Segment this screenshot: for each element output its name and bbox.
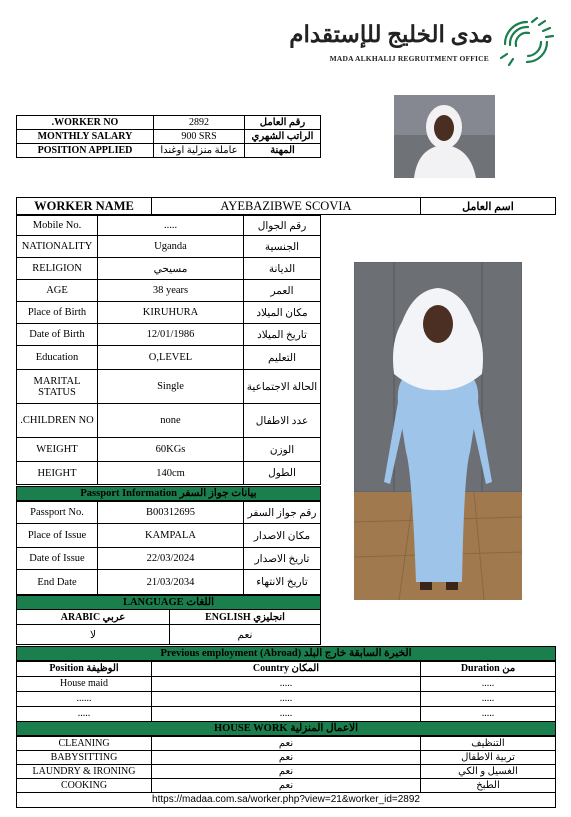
housework-label-ar: الغسيل و الكي xyxy=(421,765,556,779)
passport-value: 22/03/2024 xyxy=(98,548,244,570)
detail-value: KIRUHURA xyxy=(98,302,244,324)
table-row xyxy=(17,144,321,158)
detail-label-en: RELIGION xyxy=(17,258,98,280)
detail-label-en: AGE xyxy=(17,280,98,302)
language-arabic-value: لا xyxy=(17,625,170,645)
detail-label-en: Date of Birth xyxy=(17,324,98,346)
worker-profile-link[interactable]: https://madaa.com.sa/worker.php?view=21&worker_id=2892 xyxy=(152,794,420,805)
language-section-header: LANGUAGE اللغات xyxy=(16,595,321,610)
table-row xyxy=(17,502,321,524)
summary-label-ar: المهنة xyxy=(245,144,321,158)
passport-value: B00312695 xyxy=(98,502,244,524)
employment-col-duration: Duration من xyxy=(421,662,556,677)
passport-label-en: End Date xyxy=(17,570,98,595)
radiating-lines-globe-icon xyxy=(497,14,555,69)
worker-name-value: AYEBAZIBWE SCOVIA xyxy=(152,198,421,215)
worker-name-label-en: WORKER NAME xyxy=(17,198,152,215)
summary-label-en: POSITION APPLIED xyxy=(17,144,154,158)
detail-value: 60KGs xyxy=(98,438,244,462)
housework-label-ar: التنظيف xyxy=(421,737,556,751)
table-row xyxy=(17,346,321,370)
employment-section-header: Previous employment (Abroad) الخبرة السابقة خارج البلد xyxy=(16,646,556,661)
language-table xyxy=(16,609,321,645)
housework-table xyxy=(16,736,556,793)
table-row xyxy=(17,548,321,570)
portrait-illustration xyxy=(394,95,495,178)
table-row xyxy=(17,570,321,595)
detail-label-ar: التعليم xyxy=(244,346,321,370)
employment-table xyxy=(16,661,556,722)
passport-label-ar: تاريخ الانتهاء xyxy=(244,570,321,595)
detail-label-ar: رقم الجوال xyxy=(244,216,321,236)
detail-label-en: .CHILDREN NO xyxy=(17,404,98,438)
detail-value: Uganda xyxy=(98,236,244,258)
summary-table xyxy=(16,115,321,158)
table-row xyxy=(17,662,556,677)
table-row xyxy=(17,236,321,258)
passport-label-en: Place of Issue xyxy=(17,524,98,548)
table-row xyxy=(17,751,556,765)
passport-value: KAMPALA xyxy=(98,524,244,548)
table-row xyxy=(17,280,321,302)
table-row xyxy=(17,677,556,692)
passport-label-en: Passport No. xyxy=(17,502,98,524)
table-row xyxy=(17,324,321,346)
detail-label-en: HEIGHT xyxy=(17,462,98,485)
employment-duration: ..... xyxy=(421,707,556,722)
employment-position: ...... xyxy=(17,692,152,707)
table-row xyxy=(17,302,321,324)
detail-label-ar: الجنسية xyxy=(244,236,321,258)
detail-label-ar: تاريخ الميلاد xyxy=(244,324,321,346)
worker-name-table xyxy=(16,197,556,215)
logo-english-text: MADA ALKHALIJ REGRUITMENT OFFICE xyxy=(329,54,489,63)
detail-label-ar: مكان الميلاد xyxy=(244,302,321,324)
table-row xyxy=(17,625,321,645)
employment-col-position: Position الوظيفة xyxy=(17,662,152,677)
passport-value: 21/03/2034 xyxy=(98,570,244,595)
detail-label-ar: الديانة xyxy=(244,258,321,280)
detail-value: Single xyxy=(98,370,244,404)
detail-value: 140cm xyxy=(98,462,244,485)
summary-label-ar: الراتب الشهري xyxy=(245,130,321,144)
detail-value: ..... xyxy=(98,216,244,236)
detail-value: 38 years xyxy=(98,280,244,302)
detail-label-en: Place of Birth xyxy=(17,302,98,324)
summary-value: 900 SRS xyxy=(154,130,245,144)
table-row xyxy=(17,765,556,779)
detail-value: مسيحي xyxy=(98,258,244,280)
housework-label-ar: تربية الاطفال xyxy=(421,751,556,765)
detail-label-ar: الحالة الاجتماعية xyxy=(244,370,321,404)
detail-label-en: Mobile No. xyxy=(17,216,98,236)
detail-value: none xyxy=(98,404,244,438)
logo-arabic-text: مدى الخليج للإستقدام xyxy=(289,22,493,47)
detail-label-en: Education xyxy=(17,346,98,370)
table-row xyxy=(17,258,321,280)
detail-label-en: MARITAL STATUS xyxy=(17,370,98,404)
detail-label-ar: الوزن xyxy=(244,438,321,462)
employment-position: ..... xyxy=(17,707,152,722)
housework-value: نعم xyxy=(152,737,421,751)
summary-label-ar: رقم العامل xyxy=(245,116,321,130)
language-english-label: ENGLISH انجليزي xyxy=(170,610,321,625)
worker-full-body-photo xyxy=(354,262,522,600)
housework-label-en: CLEANING xyxy=(17,737,152,751)
employment-duration: ..... xyxy=(421,677,556,692)
summary-label-en: .WORKER NO xyxy=(17,116,154,130)
detail-value: 12/01/1986 xyxy=(98,324,244,346)
passport-table xyxy=(16,501,321,595)
language-english-value: نعم xyxy=(170,625,321,645)
language-arabic-label: ARABIC عربي xyxy=(17,610,170,625)
full-body-illustration xyxy=(354,262,522,600)
housework-value: نعم xyxy=(152,765,421,779)
worker-name-label-ar: اسم العامل xyxy=(421,198,556,215)
detail-label-ar: الطول xyxy=(244,462,321,485)
table-row xyxy=(17,404,321,438)
table-row xyxy=(17,524,321,548)
detail-label-en: NATIONALITY xyxy=(17,236,98,258)
table-row xyxy=(17,737,556,751)
employment-col-country: Country المكان xyxy=(152,662,421,677)
detail-label-ar: عدد الاطفال xyxy=(244,404,321,438)
table-row xyxy=(17,610,321,625)
table-row xyxy=(17,438,321,462)
table-row xyxy=(17,198,556,215)
passport-section-header: Passport Information بيانات جواز السفر xyxy=(16,486,321,501)
table-row xyxy=(17,216,321,236)
passport-label-ar: مكان الاصدار xyxy=(244,524,321,548)
housework-label-ar: الطبخ xyxy=(421,779,556,793)
summary-value: عاملة منزلية اوغندا xyxy=(154,144,245,158)
housework-label-en: LAUNDRY & IRONING xyxy=(17,765,152,779)
employment-country: ..... xyxy=(152,692,421,707)
housework-value: نعم xyxy=(152,751,421,765)
table-row xyxy=(17,116,321,130)
housework-label-en: COOKING xyxy=(17,779,152,793)
employment-country: ..... xyxy=(152,707,421,722)
details-table xyxy=(16,215,321,485)
housework-value: نعم xyxy=(152,779,421,793)
housework-label-en: BABYSITTING xyxy=(17,751,152,765)
passport-label-ar: رقم جواز السفر xyxy=(244,502,321,524)
table-row xyxy=(17,130,321,144)
table-row xyxy=(17,370,321,404)
footer-url xyxy=(16,792,556,808)
table-row xyxy=(17,707,556,722)
table-row xyxy=(17,779,556,793)
passport-label-en: Date of Issue xyxy=(17,548,98,570)
detail-label-en: WEIGHT xyxy=(17,438,98,462)
logo xyxy=(289,14,555,69)
employment-country: ..... xyxy=(152,677,421,692)
table-row xyxy=(17,462,321,485)
worker-portrait-photo xyxy=(394,95,495,178)
table-row xyxy=(17,692,556,707)
housework-section-header: HOUSE WORK الاعمال المنزلية xyxy=(16,721,556,736)
employment-position: House maid xyxy=(17,677,152,692)
passport-label-ar: تاريخ الاصدار xyxy=(244,548,321,570)
detail-value: O,LEVEL xyxy=(98,346,244,370)
summary-value: 2892 xyxy=(154,116,245,130)
summary-label-en: MONTHLY SALARY xyxy=(17,130,154,144)
detail-label-ar: العمر xyxy=(244,280,321,302)
employment-duration: ..... xyxy=(421,692,556,707)
